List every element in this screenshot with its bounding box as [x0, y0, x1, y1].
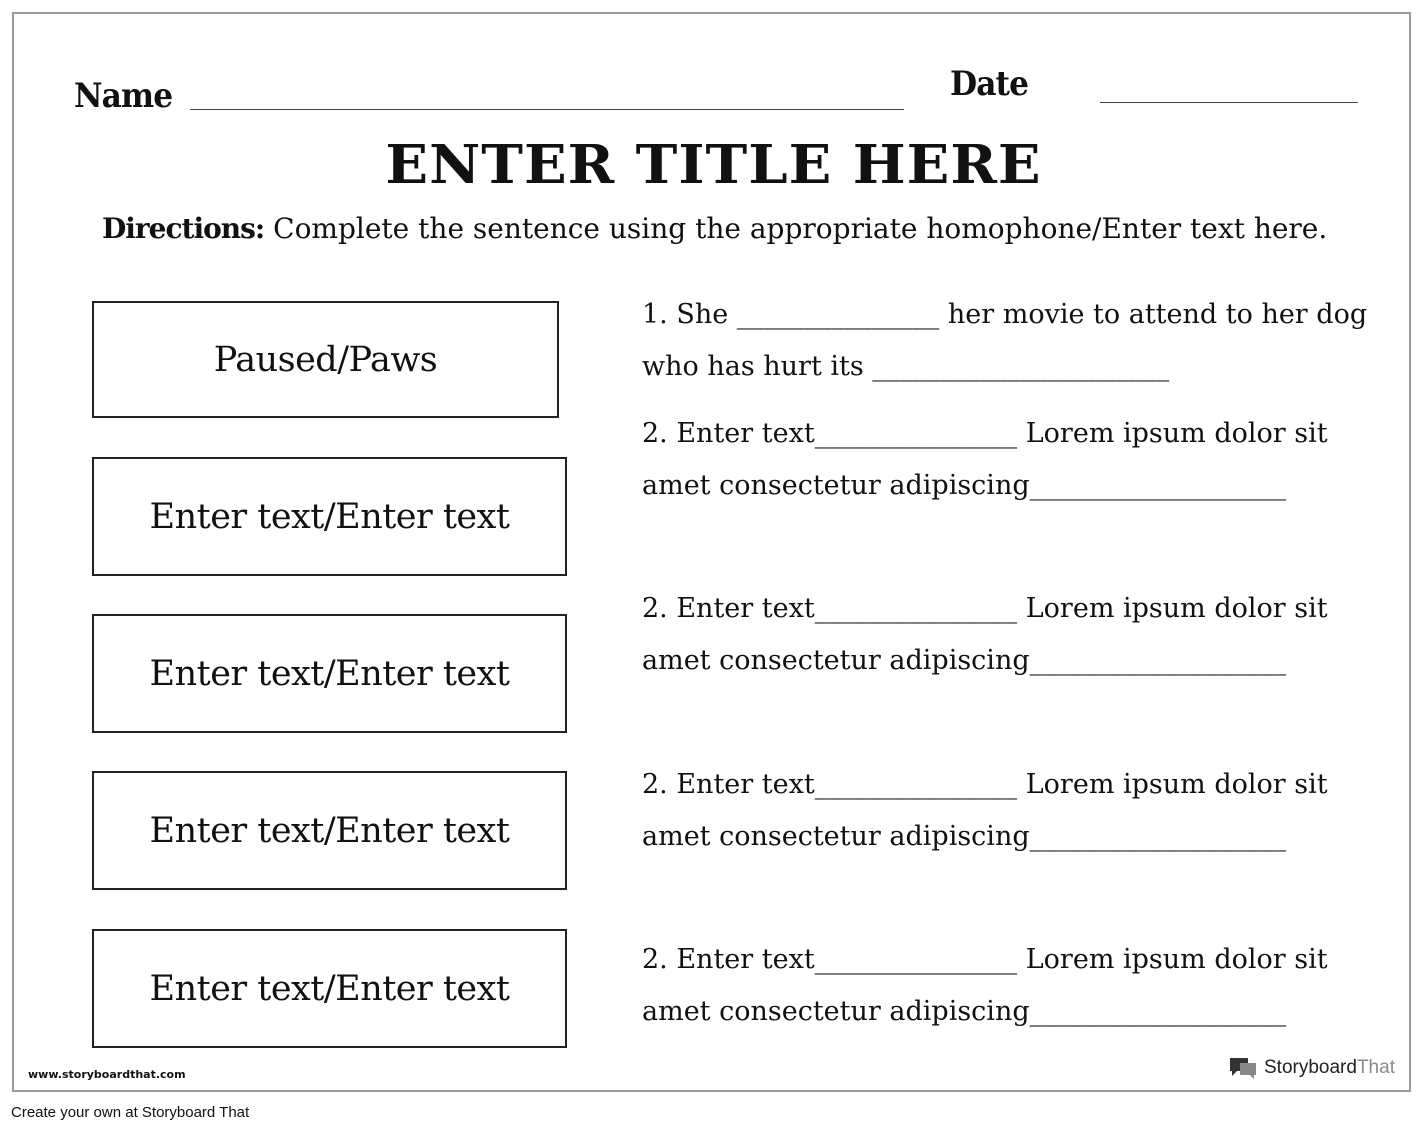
sentence-4-line-1: 2. Enter text_______________ Lorem ipsum dolor sit	[642, 769, 1328, 800]
sentence-1-line-1: 1. She _______________ her movie to attend to her dog	[642, 299, 1368, 330]
homophone-box-2: Enter text/Enter text	[92, 457, 567, 576]
storyboardthat-logo	[1228, 1056, 1395, 1080]
logo-storyboard-text: Storyboard	[1264, 1057, 1357, 1078]
homophone-box-5: Enter text/Enter text	[92, 929, 567, 1048]
sentence-3-line-2: amet consectetur adipiscing___________________	[642, 645, 1287, 676]
homophone-box-3: Enter text/Enter text	[92, 614, 567, 733]
date-line	[1100, 102, 1358, 103]
sentence-5-line-2: amet consectetur adipiscing___________________	[642, 996, 1287, 1027]
directions	[102, 212, 1327, 245]
logo-that-text: That	[1356, 1057, 1395, 1078]
directions-label: Directions:	[102, 212, 265, 245]
sentence-1-line-2: who has hurt its ______________________	[642, 351, 1170, 382]
sentence-3-line-1: 2. Enter text_______________ Lorem ipsum dolor sit	[642, 593, 1328, 624]
directions-text: Complete the sentence using the appropriate homophone/Enter text here.	[264, 212, 1328, 245]
sentence-2-line-1: 2. Enter text_______________ Lorem ipsum dolor sit	[642, 418, 1328, 449]
homophone-box-4: Enter text/Enter text	[92, 771, 567, 890]
page-title: ENTER TITLE HERE	[385, 133, 1042, 197]
sentence-4	[642, 759, 1328, 863]
sentence-3	[642, 583, 1328, 687]
sentence-4-line-2: amet consectetur adipiscing___________________	[642, 821, 1287, 852]
sentence-2-line-2: amet consectetur adipiscing___________________	[642, 470, 1287, 501]
homophone-box-1: Paused/Paws	[92, 301, 559, 418]
sentence-2	[642, 408, 1328, 512]
sentence-5-line-1: 2. Enter text_______________ Lorem ipsum dolor sit	[642, 944, 1328, 975]
create-your-own-link[interactable]: Create your own at Storyboard That	[11, 1104, 250, 1121]
worksheet-page	[12, 12, 1411, 1092]
name-line	[190, 109, 904, 110]
date-label: Date	[950, 64, 1029, 104]
footer-url: www.storyboardthat.com	[28, 1068, 186, 1081]
sentence-1	[642, 289, 1367, 393]
name-label: Name	[74, 76, 173, 116]
speech-bubble-icon	[1228, 1056, 1258, 1080]
sentence-5	[642, 934, 1328, 1038]
